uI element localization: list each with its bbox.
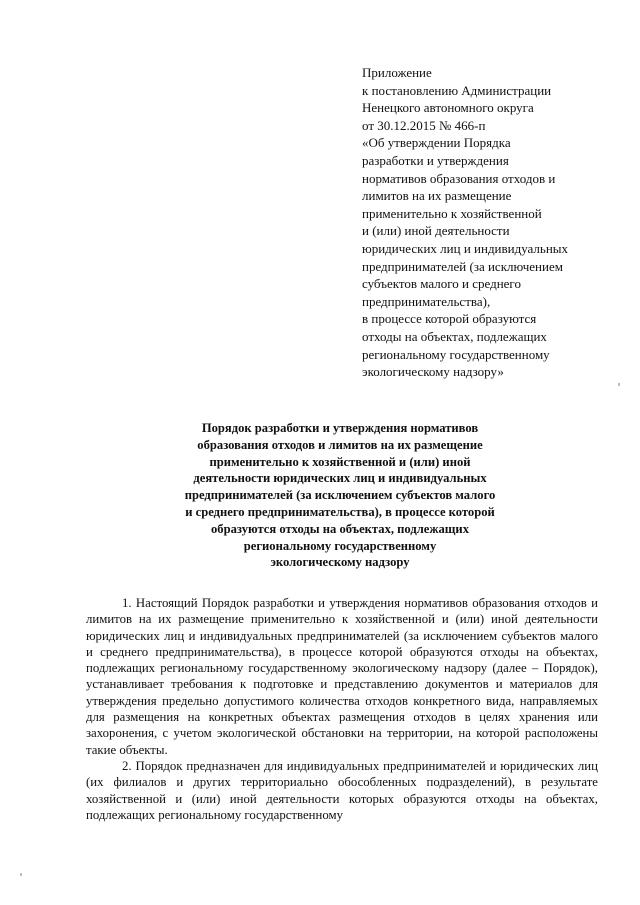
appendix-line: и (или) иной деятельности: [362, 223, 510, 239]
title-line: предпринимателей (за исключением субъектов малого: [184, 488, 496, 503]
title-line: экологическому надзору: [270, 555, 410, 570]
appendix-line: применительно к хозяйственной: [362, 205, 542, 221]
appendix-line: Ненецкого автономного округа: [362, 100, 534, 116]
scan-speck: [618, 383, 620, 386]
appendix-line: к постановлению Администрации: [362, 82, 552, 98]
appendix-line: предпринимателей (за исключением: [362, 258, 563, 274]
title-line: деятельности юридических лиц и индивидуальных: [193, 471, 487, 486]
appendix-line: субъектов малого и среднего: [362, 276, 521, 292]
title-line: региональному государственному: [243, 538, 437, 553]
appendix-line: лимитов на их размещение: [362, 188, 512, 204]
title-line: применительно к хозяйственной и (или) иной: [209, 454, 471, 469]
appendix-line: Приложение: [362, 65, 432, 80]
appendix-line: юридических лиц и индивидуальных: [362, 240, 569, 256]
appendix-line: разработки и утверждения: [362, 152, 509, 168]
appendix-line: экологическому надзору»: [362, 364, 504, 380]
document-body: [86, 595, 598, 823]
scan-speck: [20, 873, 22, 876]
appendix-line: отходы на объектах, подлежащих: [362, 328, 547, 344]
appendix-line: от 30.12.2015 № 466-п: [362, 117, 486, 133]
appendix-line: «Об утверждении Порядка: [362, 135, 511, 151]
title-line: образования отходов и лимитов на их размещение: [197, 437, 483, 452]
appendix-line: региональному государственному: [362, 346, 550, 362]
paragraph-1: 1. Настоящий Порядок разработки и утверждения нормативов образования отходов и лимитов на их размещение применительно к хозяйственной и (или) иной деятельности юридических лиц и индивидуальных предпринимателей (за исключением субъектов малого и среднего предпринимательства), в процессе которой образуются отходы на объектах, подлежащих региональному государственному экологическому надзору (далее – Порядок), устанавливает требования к подготовке и представлению документов и материалов для утверждения предельно допустимого количества отходов конкретного вида, направляемых для размещения на конкретных объектах размещения отходов в целях хранения или захоронения, с учетом экологической обстановки на территории, на которой расположены такие объекты.: [86, 596, 598, 757]
paragraph-2: 2. Порядок предназначен для индивидуальных предпринимателей и юридических лиц (их филиалов и других территориально обособленных подразделений), в результате хозяйственной и (или) иной деятельности которых образуются отходы на объектах, подлежащих региональному государственному: [86, 758, 598, 822]
title-line: и среднего предпринимательства), в процессе которой: [185, 504, 495, 519]
appendix-line: нормативов образования отходов и: [362, 170, 556, 186]
appendix-header: [362, 64, 622, 381]
document-title: [80, 420, 600, 571]
title-line: образуются отходы на объектах, подлежащих: [211, 521, 469, 536]
appendix-line: в процессе которой образуются: [362, 311, 537, 327]
appendix-line: предпринимательства),: [362, 293, 491, 309]
title-line: Порядок разработки и утверждения нормативов: [201, 421, 479, 435]
